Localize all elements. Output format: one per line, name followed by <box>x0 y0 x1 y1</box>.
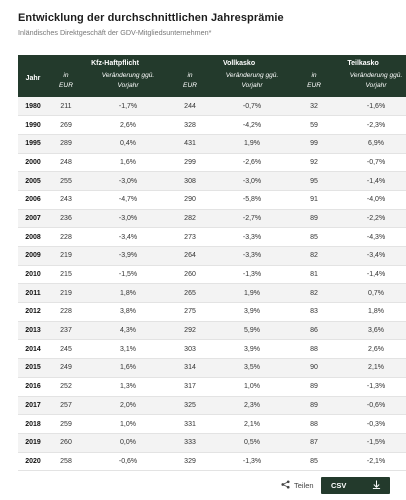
vollkasko-change-cell: -4,2% <box>242 121 262 129</box>
teilkasko-change-cell: 1,8% <box>368 308 385 316</box>
year-cell: 2015 <box>25 364 41 372</box>
table-row <box>18 209 406 228</box>
kfz-change-cell: 2,0% <box>120 401 136 409</box>
year-cell: 2014 <box>25 345 41 353</box>
teilkasko-change-cell: -3,4% <box>366 252 386 260</box>
kfz-eur-cell: 269 <box>60 121 72 129</box>
kfz-change-cell: 1,3% <box>120 383 136 391</box>
vollkasko-change-cell: -2,6% <box>242 158 262 166</box>
kfz-eur-cell: 259 <box>60 420 72 428</box>
teilkasko-eur-cell: 83 <box>310 308 318 316</box>
vollkasko-eur-cell: 308 <box>184 177 196 185</box>
subheader-change-vollkasko <box>208 71 296 97</box>
vollkasko-eur-cell: 299 <box>184 158 196 166</box>
teilkasko-eur-cell: 88 <box>310 345 318 353</box>
subheader-eur-kfz-haftpflicht <box>48 71 84 97</box>
teilkasko-eur-cell: 89 <box>310 214 318 222</box>
subheader-change-line2: Vorjahr <box>365 82 387 89</box>
table-row <box>18 303 406 322</box>
kfz-eur-cell: 248 <box>60 158 72 166</box>
footer-bar <box>0 474 406 500</box>
year-cell: 2007 <box>25 214 41 222</box>
year-column-header: Jahr <box>25 75 41 82</box>
kfz-change-cell: -3,0% <box>118 214 138 222</box>
subheader-change-line2: Vorjahr <box>241 82 263 89</box>
vollkasko-change-cell: 3,9% <box>244 345 260 353</box>
vollkasko-change-cell: -1,3% <box>242 271 262 279</box>
teilkasko-eur-cell: 82 <box>310 289 318 297</box>
subheader-eur-line2: EUR <box>183 82 197 89</box>
year-cell: 2012 <box>25 308 41 316</box>
year-cell: 2005 <box>25 177 41 185</box>
kfz-eur-cell: 245 <box>60 345 72 353</box>
subheader-eur-line1: in <box>311 72 317 79</box>
kfz-eur-cell: 258 <box>60 457 72 465</box>
subheader-eur-vollkasko <box>172 71 208 97</box>
subheader-eur-line2: EUR <box>59 82 73 89</box>
teilkasko-change-cell: -1,6% <box>366 102 386 110</box>
vollkasko-eur-cell: 244 <box>184 102 196 110</box>
table-row <box>18 359 406 378</box>
vollkasko-eur-cell: 331 <box>184 420 196 428</box>
vollkasko-change-cell: 1,9% <box>244 140 260 148</box>
table-row <box>18 321 406 340</box>
table-row <box>18 190 406 209</box>
share-button[interactable] <box>281 480 314 491</box>
year-cell: 2009 <box>25 252 41 260</box>
kfz-change-cell: -4,7% <box>118 196 138 204</box>
kfz-eur-cell: 228 <box>60 308 72 316</box>
year-cell: 1990 <box>25 121 41 129</box>
kfz-change-cell: 1,0% <box>120 420 136 428</box>
year-cell: 2006 <box>25 196 41 204</box>
vollkasko-eur-cell: 325 <box>184 401 196 409</box>
subheader-change-line1: Veränderung ggü. <box>225 72 279 79</box>
table-row <box>18 172 406 191</box>
subheader-eur-line1: in <box>187 72 193 79</box>
vollkasko-change-cell: -2,7% <box>242 214 262 222</box>
vollkasko-change-cell: 0,5% <box>244 439 260 447</box>
vollkasko-eur-cell: 260 <box>184 271 196 279</box>
vollkasko-change-cell: 3,5% <box>244 364 260 372</box>
teilkasko-change-cell: -1,4% <box>366 271 386 279</box>
kfz-change-cell: -0,6% <box>118 457 138 465</box>
vollkasko-change-cell: -5,8% <box>242 196 262 204</box>
kfz-eur-cell: 219 <box>60 252 72 260</box>
vollkasko-change-cell: -3,3% <box>242 252 262 260</box>
subheader-eur-line1: in <box>63 72 69 79</box>
teilkasko-eur-cell: 88 <box>310 420 318 428</box>
teilkasko-eur-cell: 59 <box>310 121 318 129</box>
kfz-change-cell: 4,3% <box>120 327 136 335</box>
vollkasko-change-cell: 1,0% <box>244 383 260 391</box>
kfz-change-cell: 1,8% <box>120 289 136 297</box>
teilkasko-eur-cell: 82 <box>310 252 318 260</box>
teilkasko-change-cell: -2,2% <box>366 214 386 222</box>
subheader-eur-teilkasko <box>296 71 332 97</box>
kfz-eur-cell: 249 <box>60 364 72 372</box>
kfz-eur-cell: 255 <box>60 177 72 185</box>
kfz-eur-cell: 257 <box>60 401 72 409</box>
teilkasko-eur-cell: 87 <box>310 439 318 447</box>
group-header-teilkasko: Teilkasko <box>347 60 379 67</box>
table-row <box>18 116 406 135</box>
vollkasko-eur-cell: 329 <box>184 457 196 465</box>
kfz-eur-cell: 252 <box>60 383 72 391</box>
table-row <box>18 415 406 434</box>
kfz-change-cell: 1,6% <box>120 158 136 166</box>
year-cell: 2018 <box>25 420 41 428</box>
vollkasko-eur-cell: 273 <box>184 233 196 241</box>
vollkasko-change-cell: 1,9% <box>244 289 260 297</box>
page-subtitle: Inländisches Direktgeschäft der GDV-Mitgliedsunternehmen* <box>18 28 212 37</box>
year-cell: 2008 <box>25 233 41 241</box>
teilkasko-eur-cell: 85 <box>310 233 318 241</box>
table-row <box>18 396 406 415</box>
table-row <box>18 97 406 116</box>
group-header-kfz-haftpflicht: Kfz-Haftpflicht <box>91 60 139 67</box>
vollkasko-change-cell: 2,3% <box>244 401 260 409</box>
share-icon <box>281 480 290 491</box>
kfz-eur-cell: 243 <box>60 196 72 204</box>
vollkasko-change-cell: 2,1% <box>244 420 260 428</box>
year-cell: 2016 <box>25 383 41 391</box>
table-row <box>18 265 406 284</box>
teilkasko-change-cell: 2,1% <box>368 364 385 372</box>
kfz-change-cell: 2,6% <box>120 121 136 129</box>
group-header-vollkasko: Vollkasko <box>222 60 256 67</box>
vollkasko-eur-cell: 290 <box>184 196 196 204</box>
vollkasko-eur-cell: 333 <box>184 439 196 447</box>
teilkasko-change-cell: -2,1% <box>366 457 386 465</box>
table-row <box>18 134 406 153</box>
vollkasko-eur-cell: 275 <box>184 308 196 316</box>
table-header <box>18 55 406 97</box>
subheader-change-line2: Vorjahr <box>117 82 139 89</box>
kfz-change-cell: -3,0% <box>118 177 138 185</box>
teilkasko-change-cell: 3,6% <box>368 327 385 335</box>
vollkasko-change-cell: 5,9% <box>244 327 260 335</box>
vollkasko-change-cell: -3,0% <box>242 177 262 185</box>
year-cell: 1995 <box>25 140 41 148</box>
vollkasko-eur-cell: 265 <box>184 289 196 297</box>
table-row <box>18 284 406 303</box>
table-body <box>18 97 406 471</box>
vollkasko-eur-cell: 314 <box>184 364 196 372</box>
vollkasko-eur-cell: 264 <box>184 252 196 260</box>
teilkasko-change-cell: -4,3% <box>366 233 386 241</box>
year-cell: 2000 <box>25 158 41 166</box>
year-cell: 2010 <box>25 271 41 279</box>
vollkasko-change-cell: -3,3% <box>242 233 262 241</box>
table-row <box>18 247 406 266</box>
kfz-change-cell: 3,8% <box>120 308 136 316</box>
teilkasko-eur-cell: 32 <box>310 102 318 110</box>
teilkasko-eur-cell: 92 <box>310 158 318 166</box>
table-row <box>18 340 406 359</box>
table-row <box>18 377 406 396</box>
vollkasko-change-cell: -0,7% <box>242 102 262 110</box>
kfz-change-cell: -1,5% <box>118 271 138 279</box>
kfz-change-cell: -1,7% <box>118 102 138 110</box>
vollkasko-eur-cell: 303 <box>184 345 196 353</box>
teilkasko-change-cell: -1,3% <box>366 383 386 391</box>
teilkasko-change-cell: 6,9% <box>368 140 385 148</box>
teilkasko-change-cell: -1,4% <box>366 177 386 185</box>
vollkasko-eur-cell: 317 <box>184 383 196 391</box>
kfz-change-cell: 3,1% <box>120 345 136 353</box>
kfz-change-cell: 0,4% <box>120 140 136 148</box>
year-cell: 1980 <box>25 102 41 110</box>
year-cell: 2019 <box>25 439 41 447</box>
teilkasko-change-cell: -4,0% <box>366 196 386 204</box>
share-label: Teilen <box>294 481 314 490</box>
teilkasko-eur-cell: 95 <box>310 177 318 185</box>
table-row <box>18 153 406 172</box>
kfz-change-cell: 1,6% <box>120 364 136 372</box>
kfz-change-cell: 0,0% <box>120 439 136 447</box>
subheader-change-teilkasko <box>332 71 406 97</box>
teilkasko-change-cell: 0,7% <box>368 289 385 297</box>
teilkasko-eur-cell: 81 <box>310 271 318 279</box>
year-cell: 2013 <box>25 327 41 335</box>
vollkasko-eur-cell: 292 <box>184 327 196 335</box>
teilkasko-change-cell: -0,6% <box>366 401 386 409</box>
kfz-eur-cell: 260 <box>60 439 72 447</box>
vollkasko-change-cell: 3,9% <box>244 308 260 316</box>
table-row <box>18 433 406 452</box>
teilkasko-change-cell: -2,3% <box>366 121 386 129</box>
subheader-change-line1: Veränderung ggü. <box>349 72 403 79</box>
teilkasko-eur-cell: 86 <box>310 327 318 335</box>
vollkasko-eur-cell: 282 <box>184 214 196 222</box>
vollkasko-change-cell: -1,3% <box>242 457 262 465</box>
kfz-eur-cell: 289 <box>60 140 72 148</box>
teilkasko-eur-cell: 99 <box>310 140 318 148</box>
kfz-eur-cell: 237 <box>60 327 72 335</box>
teilkasko-change-cell: -0,7% <box>366 158 386 166</box>
teilkasko-eur-cell: 85 <box>310 457 318 465</box>
subheader-eur-line2: EUR <box>307 82 321 89</box>
teilkasko-eur-cell: 90 <box>310 364 318 372</box>
teilkasko-change-cell: 2,6% <box>368 345 385 353</box>
premium-table <box>18 55 406 471</box>
year-cell: 2017 <box>25 401 41 409</box>
vollkasko-eur-cell: 431 <box>184 140 196 148</box>
kfz-change-cell: -3,9% <box>118 252 138 260</box>
vollkasko-eur-cell: 328 <box>184 121 196 129</box>
teilkasko-change-cell: -0,3% <box>366 420 386 428</box>
teilkasko-eur-cell: 89 <box>310 401 318 409</box>
csv-download-button[interactable] <box>321 477 390 494</box>
kfz-eur-cell: 219 <box>60 289 72 297</box>
subheader-row <box>18 71 406 97</box>
kfz-change-cell: -3,4% <box>118 233 138 241</box>
csv-label: CSV <box>331 481 347 490</box>
table-row <box>18 228 406 247</box>
table-row <box>18 452 406 471</box>
page-title: Entwicklung der durchschnittlichen Jahresprämie <box>18 12 284 24</box>
teilkasko-eur-cell: 89 <box>310 383 318 391</box>
subheader-change-kfz-haftpflicht <box>84 71 172 97</box>
kfz-eur-cell: 215 <box>60 271 72 279</box>
premium-table-container <box>18 55 403 471</box>
kfz-eur-cell: 236 <box>60 214 72 222</box>
subheader-change-line1: Veränderung ggü. <box>101 72 155 79</box>
year-cell: 2011 <box>25 289 41 297</box>
year-cell: 2020 <box>25 457 41 465</box>
download-icon <box>372 480 381 491</box>
kfz-eur-cell: 211 <box>60 102 72 110</box>
teilkasko-eur-cell: 91 <box>310 196 318 204</box>
teilkasko-change-cell: -1,5% <box>366 439 386 447</box>
kfz-eur-cell: 228 <box>60 233 72 241</box>
